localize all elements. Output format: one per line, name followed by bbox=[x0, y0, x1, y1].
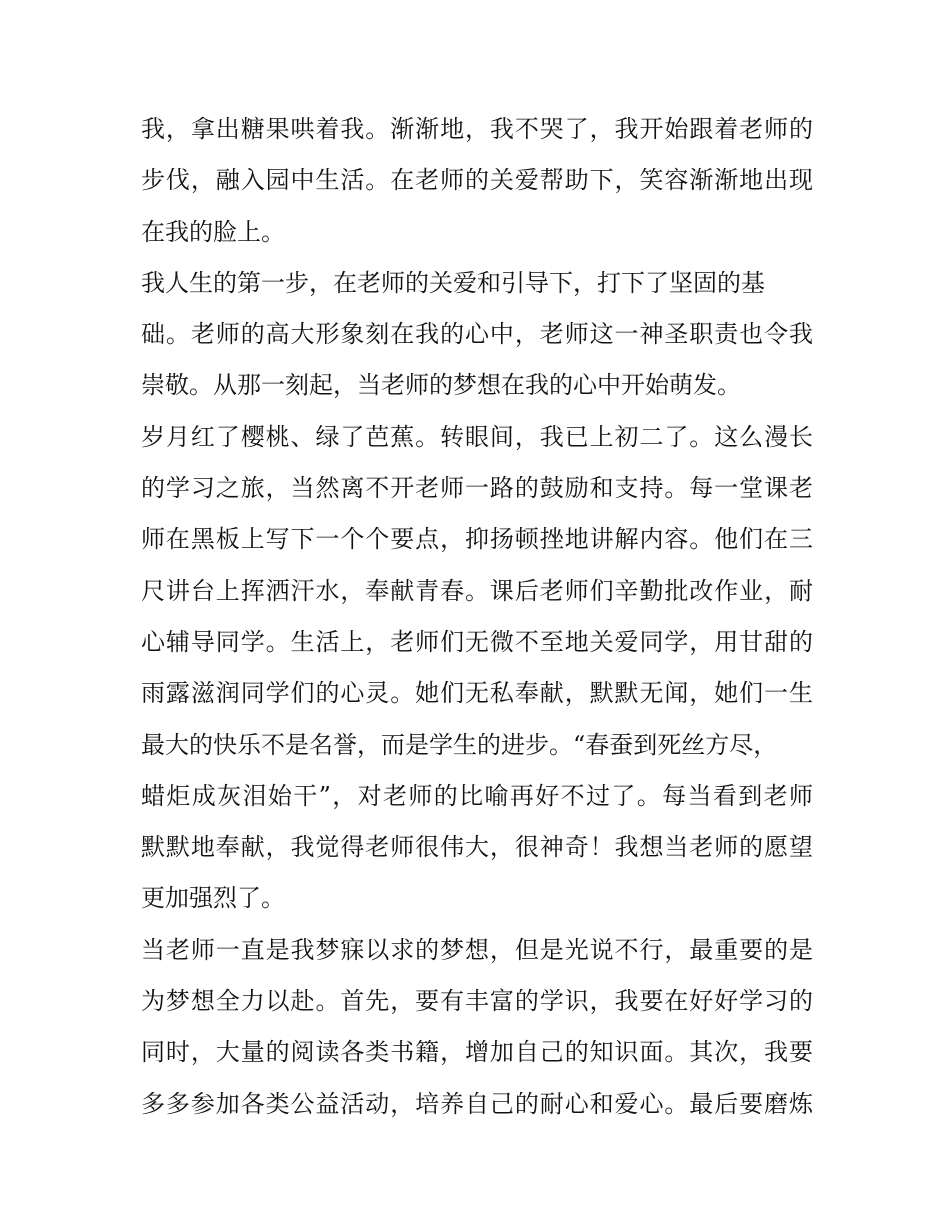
text-line: 我，拿出糖果哄着我。渐渐地，我不哭了，我开始跟着老师的 bbox=[141, 115, 813, 143]
text-line: 础。老师的高大形象刻在我的心中，老师这一神圣职责也令我 bbox=[141, 320, 813, 349]
text-line: 尺讲台上挥洒汗水，奉献青春。课后老师们辛勤批改作业，耐 bbox=[141, 576, 813, 605]
text-line: 崇敬。从那一刻起，当老师的梦想在我的心中开始萌发。 bbox=[141, 371, 741, 400]
text-line: 默默地奉献，我觉得老师很伟大，很神奇！我想当老师的愿望 bbox=[141, 833, 813, 862]
text-line: 步伐，融入园中生活。在老师的关爱帮助下，笑容渐渐地出现 bbox=[141, 166, 813, 195]
text-line: 雨露滋润同学们的心灵。她们无私奉献，默默无闻，她们一生 bbox=[141, 679, 813, 708]
text-line: 为梦想全力以赴。首先，要有丰富的学识，我要在好好学习的 bbox=[141, 987, 813, 1016]
text-line: 在我的脸上。 bbox=[141, 217, 285, 246]
text-line: 多多参加各类公益活动，培养自己的耐心和爱心。最后要磨炼 bbox=[141, 1089, 813, 1118]
text-line: 当老师一直是我梦寐以求的梦想，但是光说不行，最重要的是 bbox=[141, 935, 813, 964]
text-line: 师在黑板上写下一个个要点，抑扬顿挫地讲解内容。他们在三 bbox=[141, 525, 813, 554]
text-line: 的学习之旅，当然离不开老师一路的鼓励和支持。每一堂课老 bbox=[141, 474, 813, 503]
text-line: 蜡炬成灰泪始干”，对老师的比喻再好不过了。每当看到老师 bbox=[141, 781, 813, 810]
body-text bbox=[141, 104, 813, 1130]
text-line: 岁月红了樱桃、绿了芭蕉。转眼间，我已上初二了。这么漫长 bbox=[141, 422, 813, 451]
text-line: 更加强烈了。 bbox=[141, 884, 285, 913]
text-line: 心辅导同学。生活上，老师们无微不至地关爱同学，用甘甜的 bbox=[141, 627, 813, 656]
text-line: 我人生的第一步，在老师的关爱和引导下，打下了坚固的基 bbox=[141, 268, 765, 297]
text-line: 最大的快乐不是名誉，而是学生的进步。“春蚕到死丝方尽， bbox=[141, 730, 778, 759]
text-line: 同时，大量的阅读各类书籍，增加自己的知识面。其次，我要 bbox=[141, 1038, 813, 1067]
